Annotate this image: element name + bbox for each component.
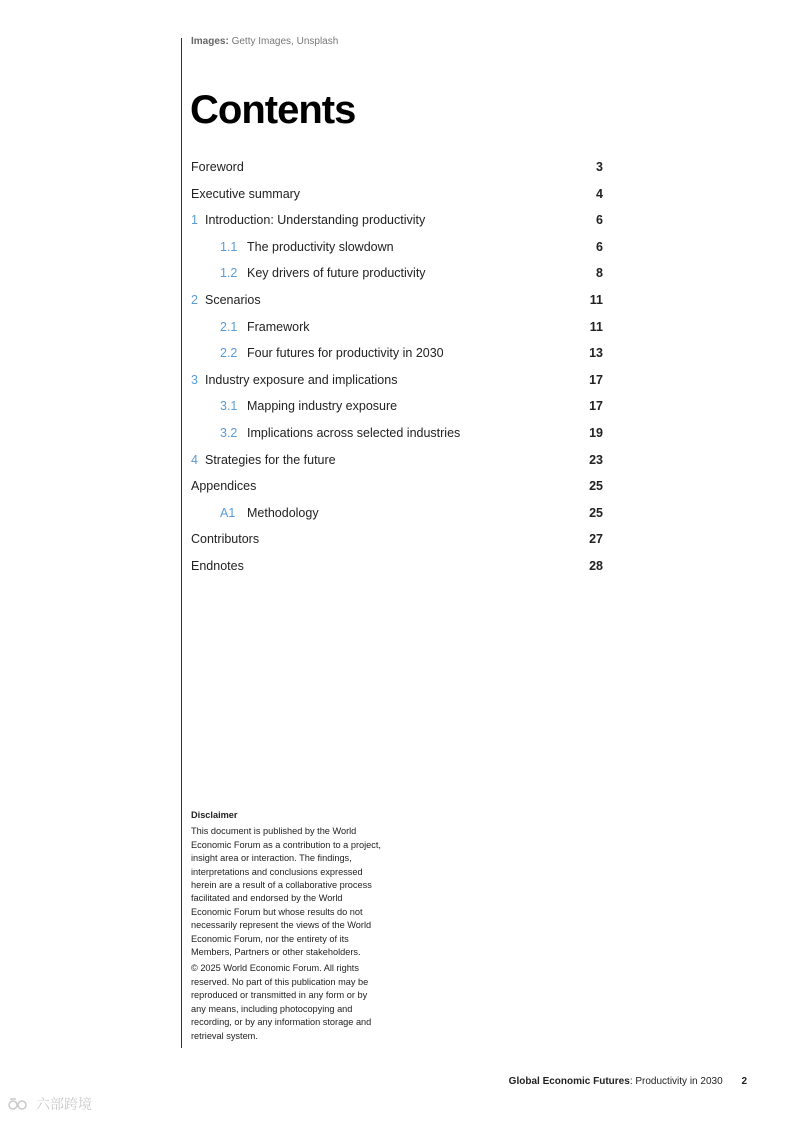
toc-entry-label: The productivity slowdown (247, 239, 394, 254)
toc-entry-number: 1.2 (220, 266, 238, 281)
toc-entry[interactable] (191, 393, 603, 420)
watermark-text: 六部跨境 (36, 1096, 92, 1112)
image-credits (191, 36, 338, 47)
toc-entry-label: Methodology (247, 505, 319, 520)
watermark (8, 1094, 92, 1114)
toc-entry-page-number: 25 (589, 479, 603, 494)
toc-entry-page-number: 23 (589, 452, 603, 467)
toc-entry[interactable] (191, 420, 603, 447)
toc-entry-page-number: 13 (589, 346, 603, 361)
toc-entry-label: Key drivers of future productivity (247, 266, 426, 281)
toc-entry-page-number: 8 (596, 266, 603, 281)
toc-entry-label: Industry exposure and implications (205, 372, 398, 387)
toc-entry[interactable] (191, 553, 603, 580)
toc-entry-label: Four futures for productivity in 2030 (247, 346, 444, 361)
toc-entry-label: Mapping industry exposure (247, 399, 398, 414)
toc-entry[interactable] (191, 314, 603, 341)
toc-entry-label: Framework (247, 319, 310, 334)
toc-entry-number: 3.2 (220, 425, 238, 440)
toc-entry[interactable] (191, 207, 603, 234)
toc-entry[interactable] (191, 287, 603, 314)
toc-entry-label: Strategies for the future (205, 452, 336, 467)
toc-entry-page-number: 27 (589, 532, 603, 547)
toc-entry-page-number: 3 (596, 160, 603, 174)
toc-entry-label: Endnotes (191, 558, 244, 573)
toc-entry-page-number: 17 (589, 399, 603, 414)
image-credits-label: Images: (191, 36, 229, 47)
toc-entry-page-number: 25 (589, 505, 603, 520)
toc-entry-label: Implications across selected industries (247, 425, 461, 440)
left-margin-rule (181, 38, 182, 1048)
toc-entry[interactable] (191, 181, 603, 208)
footer-page-number: 2 (741, 1076, 747, 1087)
toc-entry[interactable] (191, 154, 603, 181)
toc-entry-page-number: 11 (589, 292, 603, 307)
disclaimer (191, 809, 381, 1043)
toc-entry-number: 1 (191, 213, 198, 228)
toc-entry-number: 3.1 (220, 399, 238, 414)
toc-entry-label: Foreword (191, 160, 244, 174)
toc-entry[interactable] (191, 526, 603, 553)
toc-entry-label: Contributors (191, 532, 260, 547)
toc-entry-number: 2.2 (220, 346, 238, 361)
toc-entry-page-number: 11 (589, 319, 603, 334)
watermark-logo-icon (8, 1096, 30, 1112)
toc-entry[interactable] (191, 340, 603, 367)
toc-entry-page-number: 6 (596, 239, 603, 254)
toc-entry-number: A1 (220, 505, 236, 520)
toc-entry-label: Scenarios (205, 292, 261, 307)
toc-entry-number: 2 (191, 292, 198, 307)
toc-entry[interactable] (191, 473, 603, 500)
image-credits-text: Getty Images, Unsplash (231, 36, 339, 47)
toc-entry-number: 4 (191, 452, 198, 467)
footer-publication: Global Economic Futures (508, 1076, 630, 1087)
toc-entry-page-number: 19 (589, 425, 603, 440)
table-of-contents (191, 154, 603, 580)
page-footer (509, 1076, 747, 1087)
copyright-notice: © 2025 World Economic Forum. All rights reserved. No part of this publication may be reproduced or transmitted in any form or by any means, including photocopying and recording, or by any information storage and retrieval system. (191, 963, 372, 1041)
disclaimer-body: This document is published by the World Economic Forum as a contribution to a project, insight area or interaction. The findings, interpretations and conclusions expressed herein are a result of a collaborative process facilitated and endorsed by the World Economic Forum but whose results do not necessarily represent the views of the World Economic Forum, nor the entirety of its Members, Partners or other stakeholders. (191, 826, 381, 958)
page-title: Contents (190, 88, 356, 132)
toc-entry-number: 1.1 (220, 239, 238, 254)
toc-entry-page-number: 17 (589, 372, 603, 387)
toc-entry-page-number: 4 (596, 186, 603, 201)
toc-entry[interactable] (191, 500, 603, 527)
footer-separator: : (629, 1076, 636, 1087)
toc-entry-number: 2.1 (220, 319, 238, 334)
toc-entry[interactable] (191, 260, 603, 287)
toc-entry[interactable] (191, 447, 603, 474)
toc-entry[interactable] (191, 234, 603, 261)
toc-entry-number: 3 (191, 372, 198, 387)
toc-entry[interactable] (191, 367, 603, 394)
toc-entry-page-number: 28 (589, 558, 603, 573)
footer-subtitle: Productivity in 2030 (635, 1076, 723, 1087)
toc-entry-label: Appendices (191, 479, 257, 494)
toc-entry-label: Introduction: Understanding productivity (205, 213, 426, 228)
toc-entry-page-number: 6 (596, 213, 603, 228)
toc-entry-label: Executive summary (191, 186, 301, 201)
disclaimer-heading: Disclaimer (191, 810, 238, 820)
